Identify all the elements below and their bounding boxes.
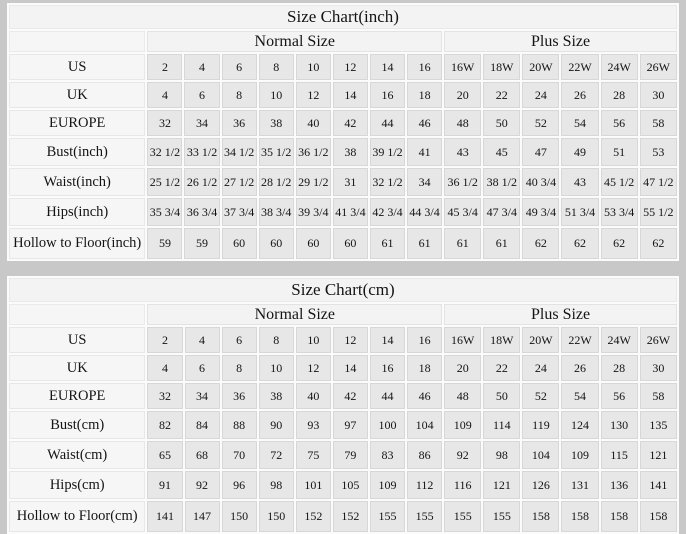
- size-value-cell: 18: [407, 82, 442, 108]
- size-value-cell: 12: [333, 54, 368, 80]
- row-label: Hollow to Floor(cm): [9, 501, 145, 532]
- size-value-cell: 158: [640, 501, 677, 532]
- size-value-cell: 97: [333, 411, 368, 439]
- size-value-cell: 58: [640, 383, 677, 409]
- size-value-cell: 109: [370, 471, 405, 499]
- size-value-cell: 2: [147, 327, 182, 353]
- size-value-cell: 109: [444, 411, 481, 439]
- size-value-cell: 83: [370, 441, 405, 469]
- row-label: Hips(cm): [9, 471, 145, 499]
- size-value-cell: 42: [333, 110, 368, 136]
- size-value-cell: 45 1/2: [601, 168, 638, 196]
- size-value-cell: 98: [259, 471, 294, 499]
- size-value-cell: 40: [296, 110, 331, 136]
- size-value-cell: 33 1/2: [184, 138, 219, 166]
- size-value-cell: 30: [640, 82, 677, 108]
- row-label: Bust(inch): [9, 138, 145, 166]
- size-value-cell: 8: [222, 82, 257, 108]
- size-value-cell: 59: [147, 228, 182, 259]
- table-row: [9, 82, 677, 108]
- size-value-cell: 60: [259, 228, 294, 259]
- plus-size-header: Plus Size: [444, 31, 677, 52]
- size-value-cell: 41 3/4: [333, 198, 368, 226]
- size-value-cell: 14: [370, 54, 405, 80]
- size-value-cell: 36 1/2: [444, 168, 481, 196]
- size-value-cell: 22W: [561, 327, 598, 353]
- size-value-cell: 70: [222, 441, 257, 469]
- size-value-cell: 62: [522, 228, 559, 259]
- size-value-cell: 32 1/2: [370, 168, 405, 196]
- size-value-cell: 6: [222, 327, 257, 353]
- size-value-cell: 54: [561, 383, 598, 409]
- size-value-cell: 42: [333, 383, 368, 409]
- table-row: [9, 198, 677, 226]
- size-value-cell: 14: [333, 82, 368, 108]
- table-row: [9, 327, 677, 353]
- size-value-cell: 92: [444, 441, 481, 469]
- size-value-cell: 158: [522, 501, 559, 532]
- size-value-cell: 53 3/4: [601, 198, 638, 226]
- size-chart-cm-table: [7, 276, 679, 534]
- size-value-cell: 50: [483, 383, 520, 409]
- size-value-cell: 27 1/2: [222, 168, 257, 196]
- size-value-cell: 28: [601, 82, 638, 108]
- table-row: [9, 411, 677, 439]
- size-value-cell: 55 1/2: [640, 198, 677, 226]
- size-value-cell: 44: [370, 383, 405, 409]
- size-value-cell: 124: [561, 411, 598, 439]
- plus-size-header: Plus Size: [444, 304, 677, 325]
- title-row: [9, 278, 677, 302]
- size-value-cell: 114: [483, 411, 520, 439]
- size-value-cell: 100: [370, 411, 405, 439]
- size-value-cell: 48: [444, 110, 481, 136]
- size-value-cell: 16: [370, 82, 405, 108]
- size-value-cell: 135: [640, 411, 677, 439]
- size-value-cell: 150: [222, 501, 257, 532]
- size-value-cell: 62: [561, 228, 598, 259]
- group-header-row: [9, 304, 677, 325]
- size-value-cell: 51 3/4: [561, 198, 598, 226]
- size-value-cell: 90: [259, 411, 294, 439]
- size-value-cell: 20W: [522, 54, 559, 80]
- size-value-cell: 24W: [601, 327, 638, 353]
- table-title: Size Chart(inch): [9, 5, 677, 29]
- size-value-cell: 20: [444, 82, 481, 108]
- size-value-cell: 115: [601, 441, 638, 469]
- size-value-cell: 8: [259, 54, 294, 80]
- size-value-cell: 14: [333, 355, 368, 381]
- size-value-cell: 101: [296, 471, 331, 499]
- size-value-cell: 22: [483, 355, 520, 381]
- table-row: [9, 110, 677, 136]
- size-value-cell: 6: [222, 54, 257, 80]
- size-value-cell: 47 3/4: [483, 198, 520, 226]
- table-title: Size Chart(cm): [9, 278, 677, 302]
- row-label: Bust(cm): [9, 411, 145, 439]
- row-label: EUROPE: [9, 110, 145, 136]
- size-value-cell: 20W: [522, 327, 559, 353]
- normal-size-header: Normal Size: [147, 304, 442, 325]
- size-value-cell: 12: [296, 82, 331, 108]
- row-label: UK: [9, 355, 145, 381]
- size-value-cell: 92: [185, 471, 220, 499]
- size-value-cell: 30: [640, 355, 677, 381]
- size-value-cell: 46: [407, 383, 442, 409]
- size-value-cell: 10: [259, 355, 294, 381]
- size-value-cell: 22: [483, 82, 520, 108]
- size-value-cell: 43: [444, 138, 481, 166]
- size-value-cell: 158: [601, 501, 638, 532]
- table-row: [9, 383, 677, 409]
- size-value-cell: 79: [333, 441, 368, 469]
- size-value-cell: 22W: [561, 54, 598, 80]
- size-value-cell: 41: [407, 138, 442, 166]
- size-value-cell: 65: [147, 441, 182, 469]
- size-chart-inch-table: [7, 3, 679, 261]
- size-value-cell: 155: [370, 501, 405, 532]
- size-value-cell: 155: [407, 501, 442, 532]
- size-value-cell: 105: [333, 471, 368, 499]
- table-row: [9, 228, 677, 259]
- size-value-cell: 16W: [444, 327, 481, 353]
- size-value-cell: 45 3/4: [444, 198, 481, 226]
- size-value-cell: 35 3/4: [147, 198, 182, 226]
- row-label: Waist(inch): [9, 168, 145, 196]
- size-value-cell: 130: [601, 411, 638, 439]
- size-value-cell: 61: [444, 228, 481, 259]
- title-row: [9, 5, 677, 29]
- size-value-cell: 116: [444, 471, 481, 499]
- size-value-cell: 158: [561, 501, 598, 532]
- size-value-cell: 46: [407, 110, 442, 136]
- size-value-cell: 34 1/2: [222, 138, 257, 166]
- row-label: Hollow to Floor(inch): [9, 228, 145, 259]
- size-value-cell: 54: [561, 110, 598, 136]
- size-value-cell: 68: [185, 441, 220, 469]
- size-value-cell: 86: [407, 441, 442, 469]
- size-value-cell: 119: [522, 411, 559, 439]
- size-value-cell: 40 3/4: [522, 168, 559, 196]
- size-value-cell: 36 1/2: [296, 138, 331, 166]
- size-value-cell: 38 3/4: [259, 198, 294, 226]
- size-value-cell: 34: [184, 110, 219, 136]
- size-value-cell: 109: [561, 441, 598, 469]
- size-value-cell: 38: [259, 383, 294, 409]
- size-value-cell: 131: [561, 471, 598, 499]
- size-value-cell: 58: [640, 110, 677, 136]
- size-value-cell: 82: [147, 411, 182, 439]
- size-value-cell: 28 1/2: [259, 168, 294, 196]
- table-row: [9, 501, 677, 532]
- size-value-cell: 56: [601, 383, 638, 409]
- size-value-cell: 51: [601, 138, 638, 166]
- size-value-cell: 16: [407, 54, 442, 80]
- row-label: US: [9, 54, 145, 80]
- size-value-cell: 155: [483, 501, 520, 532]
- size-value-cell: 60: [296, 228, 331, 259]
- size-value-cell: 4: [147, 82, 182, 108]
- size-value-cell: 18W: [483, 327, 520, 353]
- size-value-cell: 16: [370, 355, 405, 381]
- size-value-cell: 150: [259, 501, 294, 532]
- size-value-cell: 147: [185, 501, 220, 532]
- size-value-cell: 155: [444, 501, 481, 532]
- size-value-cell: 60: [333, 228, 368, 259]
- row-label: EUROPE: [9, 383, 145, 409]
- size-value-cell: 56: [601, 110, 638, 136]
- size-value-cell: 12: [333, 327, 368, 353]
- size-value-cell: 141: [640, 471, 677, 499]
- size-value-cell: 16: [407, 327, 442, 353]
- size-value-cell: 28: [601, 355, 638, 381]
- size-value-cell: 121: [640, 441, 677, 469]
- size-value-cell: 18: [407, 355, 442, 381]
- size-value-cell: 25 1/2: [147, 168, 182, 196]
- size-value-cell: 32 1/2: [147, 138, 182, 166]
- size-value-cell: 104: [407, 411, 442, 439]
- size-value-cell: 32: [147, 383, 182, 409]
- size-value-cell: 61: [483, 228, 520, 259]
- table-row: [9, 355, 677, 381]
- size-value-cell: 24: [522, 82, 559, 108]
- size-value-cell: 98: [483, 441, 520, 469]
- size-value-cell: 37 3/4: [222, 198, 257, 226]
- size-value-cell: 8: [259, 327, 294, 353]
- size-value-cell: 84: [185, 411, 220, 439]
- size-value-cell: 6: [184, 82, 219, 108]
- size-value-cell: 29 1/2: [296, 168, 331, 196]
- row-label: Waist(cm): [9, 441, 145, 469]
- size-value-cell: 10: [296, 54, 331, 80]
- size-value-cell: 35 1/2: [259, 138, 294, 166]
- size-value-cell: 4: [185, 327, 220, 353]
- size-value-cell: 59: [184, 228, 219, 259]
- size-value-cell: 61: [407, 228, 442, 259]
- size-value-cell: 44: [370, 110, 405, 136]
- size-value-cell: 26: [561, 82, 598, 108]
- size-value-cell: 4: [184, 54, 219, 80]
- size-value-cell: 152: [333, 501, 368, 532]
- size-value-cell: 93: [296, 411, 331, 439]
- size-value-cell: 34: [185, 383, 220, 409]
- size-value-cell: 24: [522, 355, 559, 381]
- size-value-cell: 62: [601, 228, 638, 259]
- size-value-cell: 39 3/4: [296, 198, 331, 226]
- size-value-cell: 126: [522, 471, 559, 499]
- size-value-cell: 40: [296, 383, 331, 409]
- size-value-cell: 24W: [601, 54, 638, 80]
- size-value-cell: 50: [483, 110, 520, 136]
- corner-cell: [9, 31, 145, 52]
- size-value-cell: 16W: [444, 54, 481, 80]
- size-value-cell: 45: [483, 138, 520, 166]
- size-value-cell: 49 3/4: [522, 198, 559, 226]
- row-label: UK: [9, 82, 145, 108]
- row-label: Hips(inch): [9, 198, 145, 226]
- size-value-cell: 104: [522, 441, 559, 469]
- size-value-cell: 36 3/4: [184, 198, 219, 226]
- size-value-cell: 26 1/2: [184, 168, 219, 196]
- table-row: [9, 54, 677, 80]
- size-value-cell: 61: [370, 228, 405, 259]
- group-header-row: [9, 31, 677, 52]
- size-value-cell: 62: [640, 228, 677, 259]
- size-value-cell: 44 3/4: [407, 198, 442, 226]
- size-value-cell: 91: [147, 471, 182, 499]
- size-value-cell: 26: [561, 355, 598, 381]
- size-value-cell: 10: [259, 82, 294, 108]
- table-row: [9, 471, 677, 499]
- size-value-cell: 96: [222, 471, 257, 499]
- size-value-cell: 38: [259, 110, 294, 136]
- size-value-cell: 14: [370, 327, 405, 353]
- table-row: [9, 168, 677, 196]
- size-value-cell: 48: [444, 383, 481, 409]
- size-value-cell: 52: [522, 383, 559, 409]
- size-value-cell: 18W: [483, 54, 520, 80]
- size-value-cell: 10: [296, 327, 331, 353]
- corner-cell: [9, 304, 145, 325]
- size-value-cell: 75: [296, 441, 331, 469]
- size-value-cell: 38 1/2: [483, 168, 520, 196]
- normal-size-header: Normal Size: [147, 31, 442, 52]
- size-value-cell: 32: [147, 110, 182, 136]
- size-value-cell: 136: [601, 471, 638, 499]
- size-value-cell: 38: [333, 138, 368, 166]
- size-value-cell: 36: [222, 383, 257, 409]
- size-value-cell: 6: [185, 355, 220, 381]
- size-value-cell: 152: [296, 501, 331, 532]
- size-value-cell: 43: [561, 168, 598, 196]
- size-value-cell: 26W: [640, 54, 677, 80]
- size-value-cell: 36: [222, 110, 257, 136]
- size-value-cell: 49: [561, 138, 598, 166]
- size-value-cell: 31: [333, 168, 368, 196]
- table-row: [9, 138, 677, 166]
- size-value-cell: 20: [444, 355, 481, 381]
- size-value-cell: 26W: [640, 327, 677, 353]
- size-value-cell: 112: [407, 471, 442, 499]
- size-value-cell: 12: [296, 355, 331, 381]
- size-value-cell: 52: [522, 110, 559, 136]
- size-value-cell: 34: [407, 168, 442, 196]
- size-value-cell: 88: [222, 411, 257, 439]
- size-value-cell: 72: [259, 441, 294, 469]
- size-value-cell: 8: [222, 355, 257, 381]
- size-value-cell: 4: [147, 355, 182, 381]
- table-row: [9, 441, 677, 469]
- size-value-cell: 53: [640, 138, 677, 166]
- size-value-cell: 2: [147, 54, 182, 80]
- size-value-cell: 47: [522, 138, 559, 166]
- size-value-cell: 47 1/2: [640, 168, 677, 196]
- size-value-cell: 42 3/4: [370, 198, 405, 226]
- size-value-cell: 39 1/2: [370, 138, 405, 166]
- size-value-cell: 121: [483, 471, 520, 499]
- row-label: US: [9, 327, 145, 353]
- size-value-cell: 141: [147, 501, 182, 532]
- size-value-cell: 60: [222, 228, 257, 259]
